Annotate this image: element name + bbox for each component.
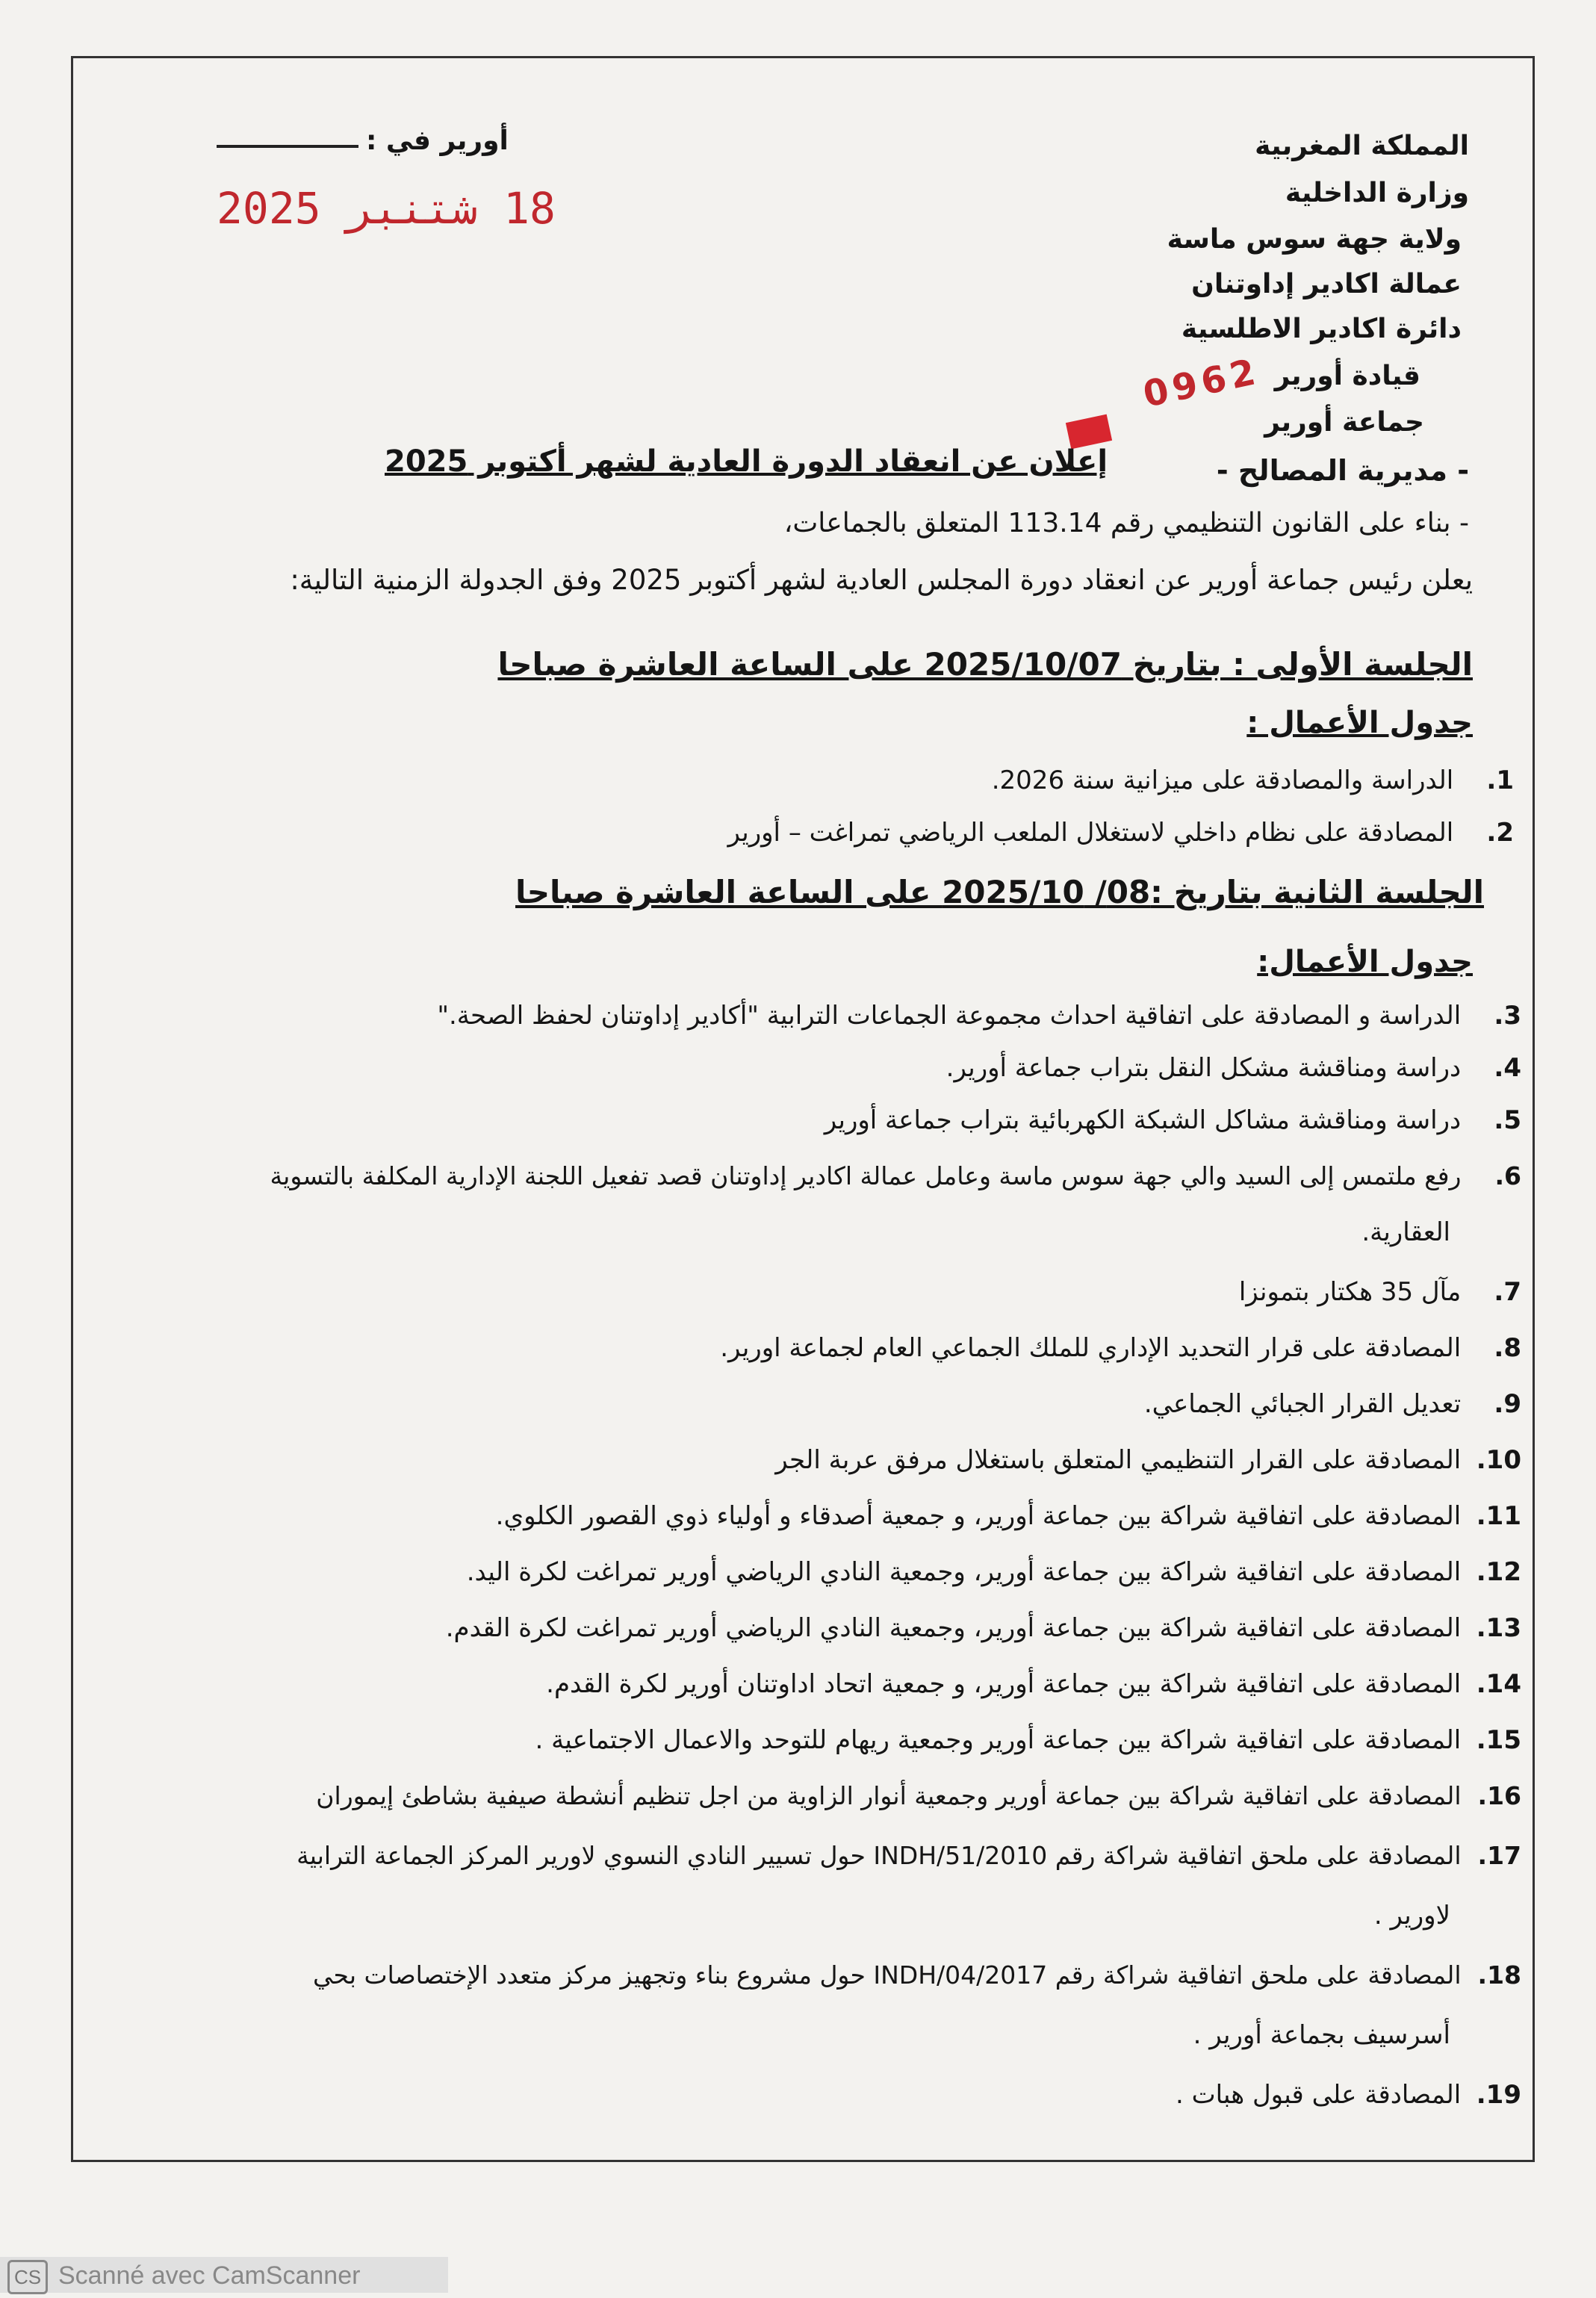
agenda-item-14: 14. المصادقة على اتفاقية شراكة بين جماعة أورير، و جمعية اتحاد اداوتنان أورير لكرة القدم.: [546, 1669, 1521, 1699]
agenda-item-17: 17. المصادقة على ملحق اتفاقية شراكة رقم 2010/INDH/51 حول تسيير النادي النسوي لاورير المركز الجماعة الترابية: [296, 1841, 1521, 1870]
agenda-item-8: 8. المصادقة على قرار التحديد الإداري للملك الجماعي العام لجماعة اورير.: [720, 1333, 1521, 1363]
agenda-item-18-continuation: أسرسيف بجماعة أورير .: [1193, 2020, 1450, 2050]
service-label: - مديرية المصالح -: [1216, 454, 1469, 487]
header-caidat: قيادة أورير: [1274, 361, 1420, 391]
page-title: إعلان عن انعقاد الدورة العادية لشهر أكتوبر 2025: [385, 444, 1108, 479]
agenda-item-15: 15. المصادقة على اتفاقية شراكة بين جماعة أورير وجمعية ريهام للتوحد والاعمال الاجتماعية .: [535, 1725, 1521, 1755]
agenda-item-19: 19. المصادقة على قبول هبات .: [1176, 2080, 1521, 2110]
intro-legal-basis: - بناء على القانون التنظيمي رقم 113.14 المتعلق بالجماعات،: [783, 508, 1469, 538]
agenda-item-13: 13. المصادقة على اتفاقية شراكة بين جماعة أورير، وجمعية النادي الرياضي أورير تمراغت لكرة القدم.: [445, 1613, 1521, 1643]
agenda-item-6: 6. رفع ملتمس إلى السيد والي جهة سوس ماسة وعامل عمالة اكادير إداوتنان قصد تفعيل اللجنة الإدارية المكلفة بالتسوية: [270, 1161, 1521, 1190]
reference-number: 0962: [1139, 350, 1264, 416]
agenda-item-18: 18. المصادقة على ملحق اتفاقية شراكة رقم 2017/INDH/04 حول مشروع بناء وتجهيز مركز متعدد الإختصاصات بحي: [313, 1960, 1521, 1990]
agenda-item-12: 12. المصادقة على اتفاقية شراكة بين جماعة أورير، وجمعية النادي الرياضي أورير تمراغت لكرة اليد.: [466, 1557, 1521, 1587]
agenda-item-16: 16. المصادقة على اتفاقية شراكة بين جماعة أورير وجمعية أنوار الزاوية من اجل تنظيم أنشطة صيفية بشاطئ إيموران: [316, 1781, 1521, 1810]
session1-agenda-label: جدول الأعمال :: [1246, 706, 1473, 740]
date-stamp: 18 شتنبر 2025: [217, 183, 556, 234]
header-prefecture: عمالة اكادير إداوتنان: [1191, 269, 1462, 299]
header-district: دائرة اكادير الاطلسية: [1181, 314, 1462, 344]
agenda-item-10: 10. المصادقة على القرار التنظيمي المتعلق باستغلال مرفق عربة الجر: [775, 1445, 1521, 1475]
agenda-item-2: 2. المصادقة على نظام داخلي لاستغلال الملعب الرياضي تمراغت – أورير: [727, 818, 1514, 848]
agenda-item-11: 11. المصادقة على اتفاقية شراكة بين جماعة أورير، و جمعية أصدقاء و أولياء ذوي القصور الكلوي.: [495, 1501, 1521, 1531]
header-commune: جماعة أورير: [1264, 407, 1424, 438]
header-wilaya: ولاية جهة سوس ماسة: [1167, 224, 1462, 255]
session2-title: الجلسة الثانية بتاريخ :08/ 2025/10 على الساعة العاشرة صباحا: [515, 874, 1484, 910]
session1-title: الجلسة الأولى : بتاريخ 2025/10/07 على الساعة العاشرة صباحا: [497, 646, 1473, 683]
agenda-item-5: 5. دراسة ومناقشة مشاكل الشبكة الكهربائية بتراب جماعة أورير: [824, 1105, 1521, 1135]
scanner-watermark-text: Scanné avec CamScanner: [58, 2261, 361, 2290]
agenda-item-4: 4. دراسة ومناقشة مشكل النقل بتراب جماعة أورير.: [946, 1053, 1521, 1083]
session2-agenda-label: جدول الأعمال:: [1257, 945, 1473, 979]
intro-announcement: يعلن رئيس جماعة أورير عن انعقاد دورة المجلس العادية لشهر أكتوبر 2025 وفق الجدولة الزمنية التالية:: [290, 564, 1473, 596]
agenda-item-9: 9. تعديل القرار الجبائي الجماعي.: [1143, 1389, 1521, 1419]
agenda-item-1: 1. الدراسة والمصادقة على ميزانية سنة 2026.: [991, 766, 1514, 795]
agenda-item-17-continuation: لاورير .: [1373, 1901, 1450, 1931]
camscanner-logo-icon: CS: [7, 2260, 48, 2294]
date-label: أورير في :: [366, 125, 509, 156]
date-line: [217, 145, 358, 148]
agenda-item-7: 7. مآل 35 هكتار بتمونزا: [1238, 1277, 1521, 1307]
agenda-item-6-continuation: العقارية.: [1361, 1217, 1450, 1247]
agenda-item-3: 3. الدراسة و المصادقة على اتفاقية احداث مجموعة الجماعات الترابية "أكادير إداوتنان لحفظ الصحة.": [437, 1001, 1521, 1031]
header-ministry: وزارة الداخلية: [1285, 178, 1469, 208]
header-kingdom: المملكة المغربية: [1255, 131, 1469, 161]
